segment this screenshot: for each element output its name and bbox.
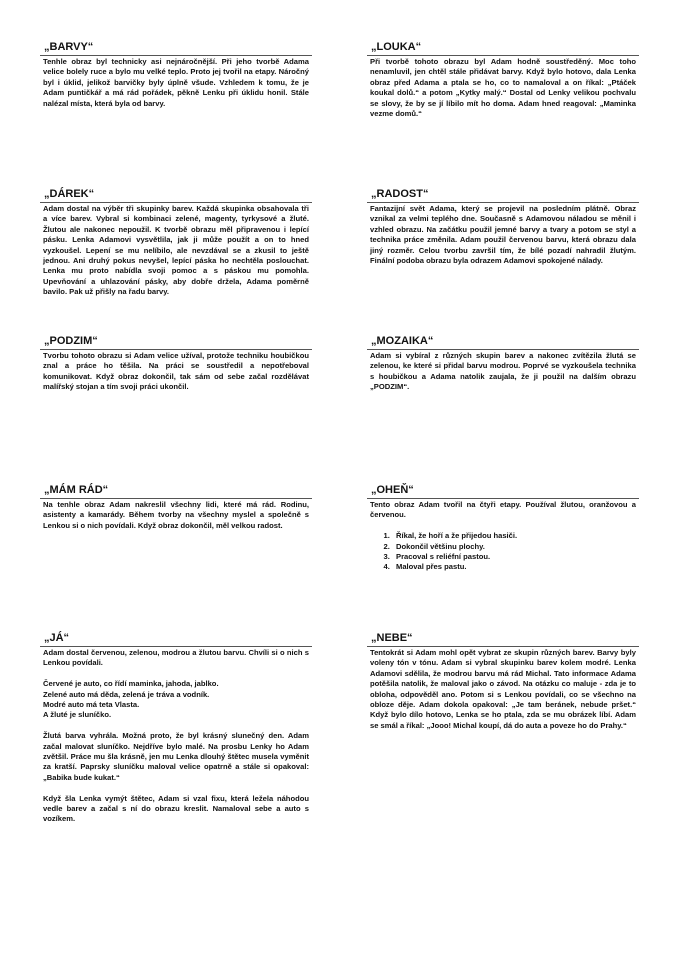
card-title: „LOUKA“ <box>371 41 422 53</box>
card-paragraph: Když šla Lenka vymýt štětec, Adam si vzal fixu, která ležela náhodou vedle barev a začal s ní do obrazu kreslit. Namaloval sebe a auto s vozíkem. <box>43 793 309 824</box>
card-paragraph: Fantazijní svět Adama, který se projevil na posledním plátně. Obraz vznikal za velmi teplého dne. Současně s Adamovou náladou se měnil i vzhled obrazu. Na začátku použil jemné barvy a tvary a potom se styl a technika práce změnila. Adam použil červenou barvu, která obrazu dala jiný rozměr. Celou tvorbu završil tím, že bílé pozadí nahradil žlutým. Finální podoba obrazu byla odrazem Adamovi spokojené nálady. <box>370 204 636 266</box>
card-paragraph: Adam si vybíral z různých skupin barev a nakonec zvítězila žlutá se zelenou, ke které si přidal barvu modrou. Poprvé se vyzkoušela technika s houbičkou a Adama natolik zaujala, že ji použil na dalším obrazu „PODZIM“. <box>370 351 636 392</box>
card-body <box>40 499 312 531</box>
card-paragraph: Na tenhle obraz Adam nakreslil všechny lidi, které má rád. Rodinu, asistenty a kamarády. Během tvorby na všechny myslel a společně s Lenkou si o nich povídali. Když obraz dokončil, měl velkou radost. <box>43 500 309 530</box>
card-paragraph: Adam dostal červenou, zelenou, modrou a žlutou barvu. Chvíli si o nich s Lenkou povídali. <box>43 648 309 668</box>
card-body <box>367 56 639 119</box>
card-darek <box>40 188 312 298</box>
card-paragraph: Tento obraz Adam tvořil na čtyři etapy. Používal žlutou, oranžovou a červenou. <box>370 500 636 520</box>
card-paragraph: Tentokrát si Adam mohl opět vybrat ze skupin různých barev. Barvy byly voleny tón v tónu. Adam si vybral skupinku barev kolem modré. Lenka Adamovi sdělila, že modrou barvu má rád Michal. Tato informace Adama potěšila natolik, že maloval jako o závod. Na otázku co maluje - zda je to obloha, odpověděl ano. Potom si s Lenkou povídali, co se všechno na obloze děje. Adam dokola opakoval: „Je tam beránek, nebude pršet.“ Když bylo dílo hotovo, Lenka se ho ptala, zda se mu obrázek líbí. Adam se smál a říkal: „Jooo! Michal koupí, dá do auta a poveze ho do Prahy.“ <box>370 648 636 730</box>
card-body <box>40 56 312 109</box>
card-title: „NEBE“ <box>371 632 413 644</box>
text-line: A žluté je sluníčko. <box>43 710 112 720</box>
steps-list <box>370 531 636 573</box>
card-paragraph: Tenhle obraz byl technicky asi nejnáročnější. Při jeho tvorbě Adama velice bolely ruce a bylo mu velké teplo. Proto jej tvořil na etapy. Náročný byl i úklid, jelikož barvičky byly úplně všude. Vzhledem k tomu, že je Adam puntičkář a má rád pořádek, pěkně Lenku při úklidu honil. Stále nalézal místa, která byla od barvy. <box>43 57 309 108</box>
card-podzim <box>40 335 312 393</box>
card-mozaika <box>367 335 639 393</box>
card-louka <box>367 41 639 119</box>
card-mam-rad <box>40 484 312 531</box>
card-body <box>367 203 639 266</box>
list-item: 2. Dokončil většinu plochy. <box>392 542 636 552</box>
card-title: „DÁREK“ <box>44 188 95 200</box>
text-line: Zelené auto má děda, zelená je tráva a vodník. <box>43 689 210 699</box>
list-item: 4. Maloval přes pastu. <box>392 562 636 572</box>
card-body <box>367 350 639 393</box>
card-title: „RADOST“ <box>371 188 429 200</box>
card-paragraph: Tvorbu tohoto obrazu si Adam velice užíval, protože techniku houbičkou znal a práce ho těšila. Na práci se soustředil a nepotřeboval komunikovat. Když obraz dokončil, tak sám od sebe začal rozdělávat malířský stojan a tím svoji práci ukončil. <box>43 351 309 392</box>
color-lines <box>43 679 309 721</box>
card-title: „MOZAIKA“ <box>371 335 434 347</box>
card-ohen <box>367 484 639 573</box>
card-title: „MÁM RÁD“ <box>44 484 109 496</box>
card-paragraph: Adam dostal na výběr tři skupinky barev. Každá skupinka obsahovala tři a více barev. Vybral si kombinaci zelené, magenty, tyrkysové a žluté. Žlutou ale nakonec nepoužil. K tvorbě obrazu měl připravenou i lepící pásku. Lenka Adamovi vysvětlila, jak ji může použít a on to hned vyzkoušel. Lepení se mu nelíbilo, ale nevzdával se a zkusil to ještě jednou. Ani druhý pokus nevyšel, lepící páska ho nechtěla poslouchat. Lenka mu proto nabídla svoji pomoc a s páskou mu pomohla. Upevňování a uhlazování pásky, aby dobře držela, Adama poměrně bavilo. Pak už přišly na řadu barvy. <box>43 204 309 297</box>
card-title: „JÁ“ <box>44 632 70 644</box>
list-item: 1. Říkal, že hoří a že přijedou hasiči. <box>392 531 636 541</box>
card-title: „BARVY“ <box>44 41 94 53</box>
text-line: Modré auto má teta Vlasta. <box>43 700 140 710</box>
card-paragraph: Při tvorbě tohoto obrazu byl Adam hodně soustředěný. Moc toho nenamluvil, jen chtěl stále přidávat barvy. Když bylo hotovo, dala Lenka obraz před Adama a ptala se ho, co to namaloval a on říkal: „Ptáček koukal dolů.“ a potom „Kytky malý.“ Dostal od Lenky velikou pochvalu se slovy, že by se jí líbilo mít ho doma. Adam hned reagoval: „Maminka vezme domů.“ <box>370 57 636 119</box>
card-body <box>40 647 312 825</box>
card-body <box>367 499 639 573</box>
list-item: 3. Pracoval s reliéfní pastou. <box>392 552 636 562</box>
card-nebe <box>367 632 639 731</box>
card-title: „OHEŇ“ <box>371 484 414 496</box>
text-line: Červené je auto, co řídí maminka, jahoda, jablko. <box>43 679 219 689</box>
card-radost <box>367 188 639 266</box>
card-body <box>40 203 312 298</box>
card-body <box>40 350 312 393</box>
card-paragraph: Žlutá barva vyhrála. Možná proto, že byl krásný slunečný den. Adam začal malovat sluníčko. Nejdříve bylo malé. Na prosbu Lenky ho Adam zvětšil. Práce mu šla krásně, jen mu Lenka dlouhý štětec musela vyměnit za kratší. Paprsky sluníčku maloval velice opatrně a stále si opakoval: „Babika bude kukat.“ <box>43 731 309 782</box>
card-ja <box>40 632 312 825</box>
card-title: „PODZIM“ <box>44 335 98 347</box>
card-barvy <box>40 41 312 109</box>
card-body <box>367 647 639 731</box>
